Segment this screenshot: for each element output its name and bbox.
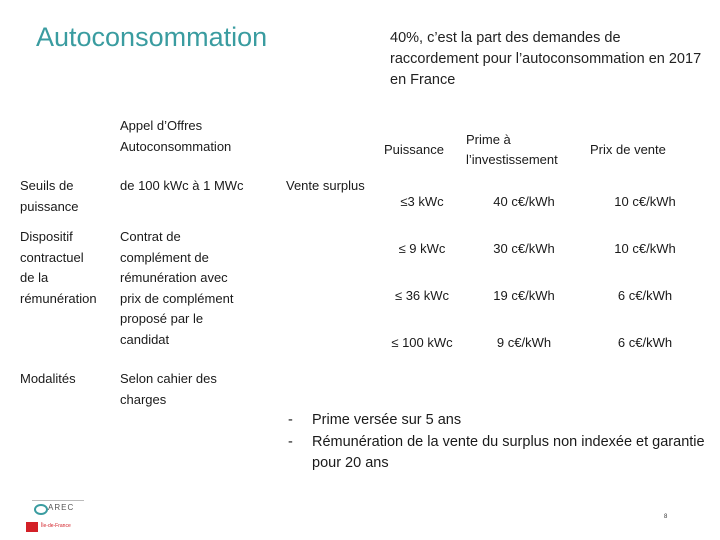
row-value-modalites [120, 369, 217, 410]
row-value-dispositif [120, 227, 233, 350]
header-puissance: Puissance [384, 142, 444, 157]
label-line: contractuel [20, 249, 84, 265]
cell-power: ≤3 kWc [400, 194, 444, 209]
bullet-text: Rémunération de la vente du surplus non indexée et garantie pour 20 ans [312, 433, 705, 471]
label-line: de la [20, 270, 49, 285]
region-text: Île-de-France [41, 523, 71, 529]
cell-prime: 30 c€/kWh [493, 241, 555, 256]
row-label-dispositif [20, 227, 97, 309]
value-line: Contrat de [120, 229, 181, 244]
bullet-item [288, 432, 708, 475]
logo-mark-icon [34, 504, 48, 515]
header-line: l’investissement [466, 152, 558, 167]
header-prime [466, 130, 558, 170]
cell-price: 6 c€/kWh [617, 288, 673, 303]
label-line: Dispositif [20, 229, 73, 244]
header-line: Prime à [466, 132, 511, 147]
value-line: complément de [120, 249, 209, 265]
row-label-modalites [20, 369, 76, 390]
page-number: 8 [664, 514, 668, 520]
arec-logo [24, 498, 86, 534]
row-value-seuils [120, 176, 244, 197]
header-line: Appel d’Offres [120, 118, 203, 133]
value-line: prix de complément [120, 290, 234, 306]
region-flag-icon [26, 522, 38, 532]
bullet-dash: - [288, 433, 293, 450]
label-line: puissance [20, 198, 79, 214]
cell-prime: 9 c€/kWh [496, 335, 552, 350]
cell-prime: 40 c€/kWh [493, 194, 555, 209]
value-line: rémunération avec [120, 270, 228, 285]
left-table-header [120, 116, 231, 157]
value-line: candidat [120, 331, 170, 347]
value-line: charges [120, 391, 167, 407]
value-line: proposé par le [120, 311, 204, 326]
header-line: Autoconsommation [120, 138, 232, 154]
header-prix: Prix de vente [590, 142, 666, 157]
label-line: rémunération [20, 290, 97, 306]
row-label-vente-surplus: Vente surplus [286, 178, 365, 193]
row-label-seuils [20, 176, 79, 217]
value-line: Selon cahier des [120, 371, 217, 386]
value-line: de 100 kWc à 1 MWc [120, 178, 244, 193]
cell-prime: 19 c€/kWh [493, 288, 555, 303]
cell-price: 6 c€/kWh [617, 335, 673, 350]
label-line: Seuils de [20, 178, 74, 193]
label-line: Modalités [20, 371, 76, 386]
cell-power: ≤ 36 kWc [394, 288, 450, 303]
cell-price: 10 c€/kWh [614, 194, 676, 209]
bullet-dash: - [288, 412, 293, 428]
bullet-list [288, 410, 708, 475]
cell-price: 10 c€/kWh [614, 241, 676, 256]
bullet-text: Prime versée sur 5 ans [312, 412, 462, 428]
logo-text: AREC [48, 503, 75, 512]
slide-title: Autoconsommation [36, 22, 268, 52]
slide-subtitle: 40%, c’est la part des demandes de raccordement pour l’autoconsommation en 2017 en France [390, 30, 702, 88]
cell-power: ≤ 100 kWc [391, 335, 453, 350]
cell-power: ≤ 9 kWc [398, 241, 446, 256]
bullet-item [288, 410, 708, 432]
